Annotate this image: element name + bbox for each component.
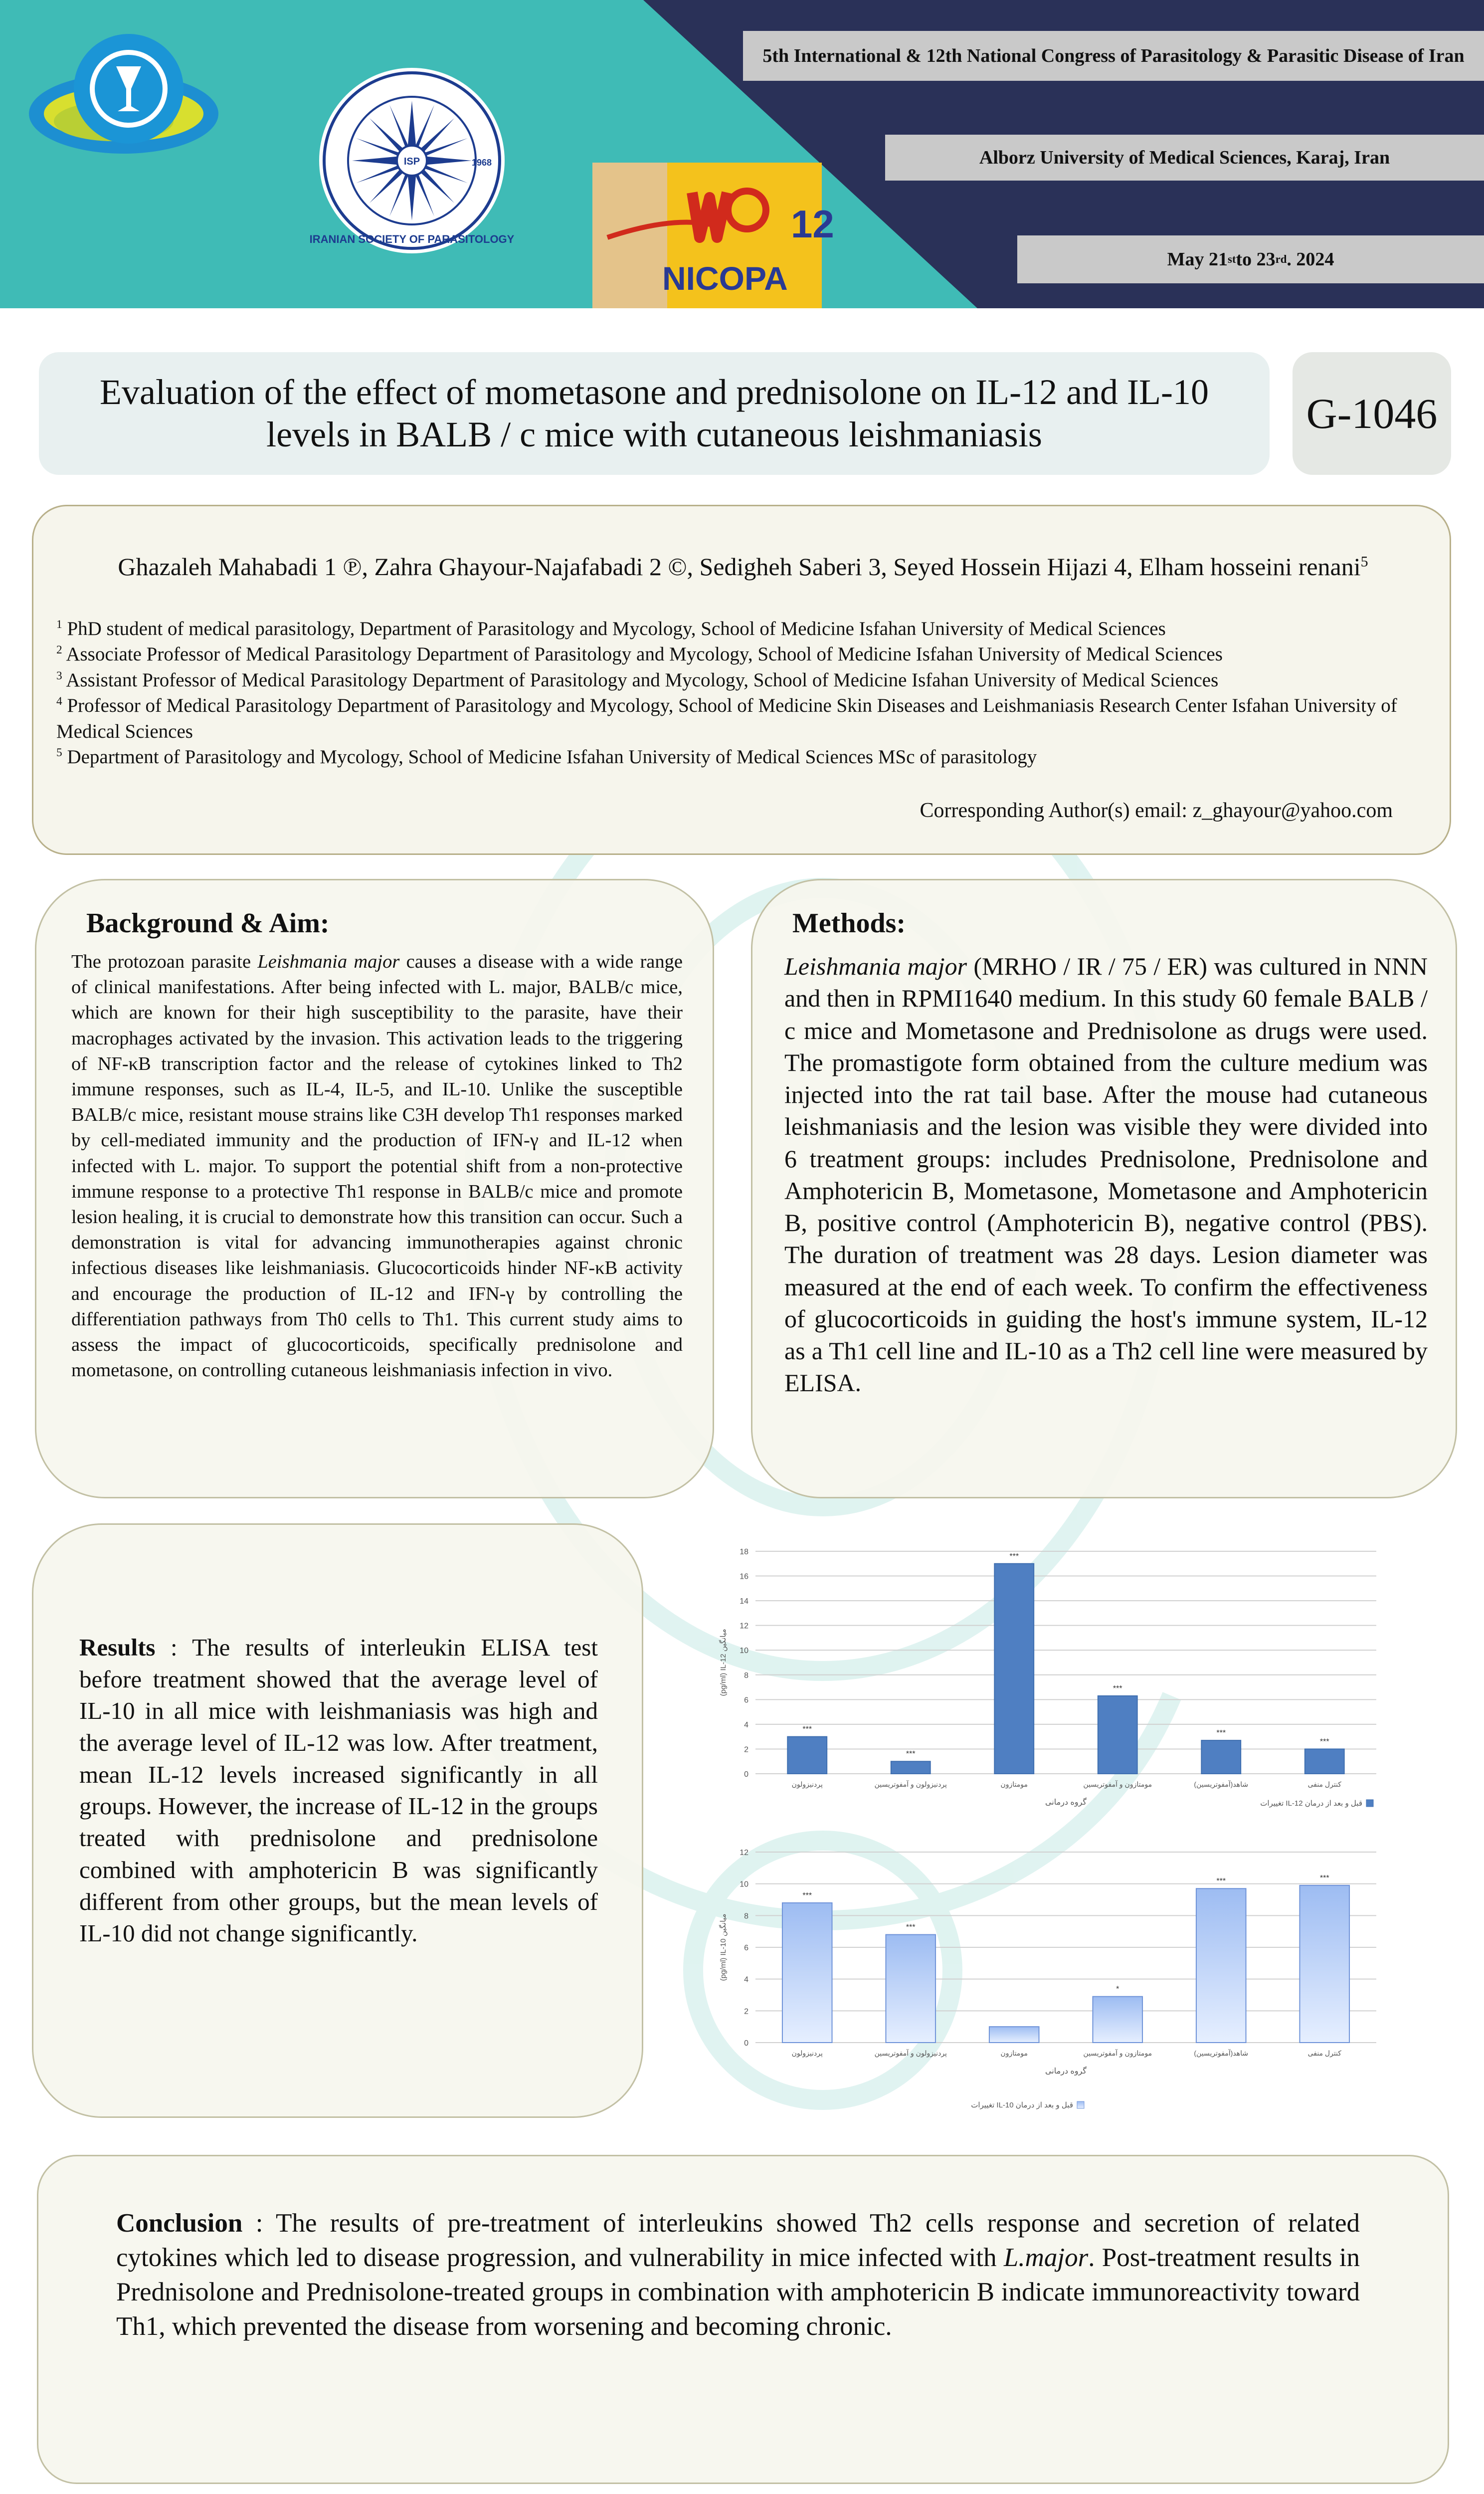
background-text: The protozoan parasite Leishmania major causes a disease with a wide range of clinical manifestations. After being infected with L. major, BALB/c mice, which are known for their high susceptibility to the parasite, have their macrophages activated by the invasion. This activation leads to the triggering of NF-κB transcription factor and the release of cytokines linked to Th2 immune responses, such as IL-4, IL-5, and IL-10. Unlike the susceptible BALB/c mice, resistant mouse strains like C3H develop Th1 responses marked by cell-mediated immunity and the production of IFN-γ and IL-12 when infected with L. major. To support the potential shift from a non-protective immune response to a protective Th1 response in BALB/c mice and promote lesion healing, it is crucial to demonstrate how this transition can occur. Such a demonstration is vital for advancing immunotherapies against chronic infectious diseases like leishmaniasis. Glucocorticoids hinder NF-κB activity and encourage the production of IL-12 and IFN-γ by controlling the differentiation pathways from Th0 cells to Th1. This current study aims to assess the impact of glucocorticoids, specifically prednisolone and mometasone, on controlling cutaneous leishmaniasis infection in vivo. — [71, 951, 683, 1381]
background-section — [35, 879, 714, 1498]
y-tick-label: 10 — [740, 1647, 748, 1656]
significance-label: *** — [906, 1750, 916, 1759]
x-tick-label: پردنیزولون و آمفوتریسین — [874, 1780, 947, 1788]
y-tick-label: 16 — [740, 1572, 748, 1581]
poster-title: Evaluation of the effect of mometasone and prednisolone on IL-12 and IL-10 levels in BALB / c mice with cutaneous leishmaniasis — [100, 372, 1209, 454]
y-axis-label: (pg/ml) IL-10 میانگین — [719, 1913, 728, 1981]
university-name: Alborz University of Medical Sciences, Karaj, Iran — [885, 135, 1484, 181]
chart-bar — [1201, 1740, 1241, 1774]
x-tick-label: مومتازون و آمفوتریسین — [1083, 1780, 1152, 1788]
significance-label: *** — [1113, 1684, 1122, 1693]
x-tick-label: پردنیزولون — [791, 1780, 823, 1788]
congress-date: May 21 st to 23 rd . 2024 — [1017, 235, 1484, 283]
y-tick-label: 4 — [744, 1720, 748, 1729]
significance-label: *** — [906, 1923, 916, 1932]
affiliation-item: $^3$ Assistant Professor of Medical Parasitology Department of Parasitology and Mycology, School of Medicine Isfahan University of Medical Sciences — [56, 669, 1219, 691]
significance-label: *** — [802, 1891, 812, 1900]
nicopa-logo-text: NICOPA — [662, 260, 788, 297]
y-tick-label: 8 — [744, 1671, 748, 1680]
chart-bar — [787, 1737, 827, 1774]
legend-swatch — [1366, 1800, 1373, 1807]
y-axis-label: (pg/ml) IL-12 میانگین — [719, 1629, 728, 1696]
y-tick-label: 4 — [744, 1975, 748, 1984]
title-panel — [39, 352, 1270, 475]
chart-bar — [1098, 1696, 1137, 1774]
il10-bar-chart — [698, 1843, 1396, 2122]
methods-section — [751, 879, 1457, 1498]
y-tick-label: 2 — [744, 1745, 748, 1754]
corresponding-email: Corresponding Author(s) email: z_ghayour@yahoo.com — [920, 799, 1393, 822]
significance-label: *** — [1009, 1552, 1019, 1561]
header-banner — [0, 0, 1484, 308]
legend-label: تغییرات IL-12 قبل و بعد از درمان — [1260, 1799, 1362, 1808]
y-tick-label: 2 — [744, 2007, 748, 2016]
y-tick-label: 6 — [744, 1944, 748, 1952]
results-text: Results : The results of interleukin ELISA test before treatment showed that the average level of IL-10 in all mice with leishmaniasis was high and the average level of IL-12 was low. After treatment, mean IL-12 levels increased significantly in all groups. However, the increase of IL-12 in the groups treated with prednisolone and prednisolone combined with amphotericin B was significantly different from other groups, but the mean levels of IL-10 did not change significantly. — [79, 1634, 598, 1947]
y-tick-label: 10 — [740, 1880, 748, 1889]
y-tick-label: 12 — [740, 1622, 748, 1631]
society-logo-text: IRANIAN SOCIETY OF PARASITOLOGY — [309, 233, 515, 245]
congress-name: 5th International & 12th National Congress of Parasitology & Parasitic Disease of Iran — [743, 31, 1484, 81]
results-section — [32, 1523, 643, 2118]
chart-bar — [1196, 1888, 1246, 2043]
chart-bar — [994, 1564, 1034, 1774]
y-tick-label: 14 — [740, 1597, 748, 1606]
legend-swatch — [1077, 2101, 1084, 2108]
authors-panel — [32, 505, 1451, 855]
x-axis-label: گروه درمانی — [1045, 1798, 1087, 1807]
society-logo-center-text: ISP — [403, 156, 420, 167]
chart-bar — [1093, 1997, 1142, 2043]
significance-label: *** — [1216, 1877, 1226, 1886]
significance-label: *** — [1319, 1873, 1329, 1882]
nicopa-logo — [592, 163, 834, 308]
x-tick-label: کنترل منفی — [1307, 1780, 1341, 1788]
chart-bar — [782, 1903, 832, 2043]
affiliation-item: $^1$ PhD student of medical parasitology, Department of Parasitology and Mycology, School of Medicine Isfahan University of Medical Sciences — [56, 618, 1166, 639]
conclusion-section — [37, 2155, 1449, 2484]
x-tick-label: پردنیزولون — [791, 2049, 823, 2057]
author-list: Ghazaleh Mahabadi 1 ℗, Zahra Ghayour-Najafabadi 2 ©, Sedigheh Saberi 3, Seyed Hossein Hijazi 4, Elham hosseini renani$^5$ — [118, 553, 1368, 581]
x-tick-label: مومتازون — [1000, 1780, 1028, 1788]
legend-label: تغییرات IL-10 قبل و بعد از درمان — [971, 2101, 1073, 2109]
y-tick-label: 12 — [740, 1849, 748, 1857]
chart-bar — [891, 1761, 930, 1774]
chart-bar — [886, 1935, 935, 2043]
society-logo-year: 1968 — [471, 158, 492, 168]
background-heading: Background & Aim: — [86, 908, 330, 939]
chart-bar — [989, 2027, 1039, 2043]
poster-code: G-1046 — [1293, 352, 1451, 475]
x-tick-label: پردنیزولون و آمفوتریسین — [874, 2049, 947, 2057]
significance-label: *** — [802, 1725, 812, 1734]
x-tick-label: شاهد(آمفوتریسین) — [1194, 2049, 1249, 2057]
chart-bar — [1299, 1885, 1349, 2043]
x-tick-label: مومتازون — [1000, 2049, 1028, 2057]
il12-bar-chart — [698, 1536, 1396, 1821]
significance-label: * — [1116, 1985, 1119, 1994]
conclusion-text: Conclusion : The results of pre-treatment of interleukins showed Th2 cells response and secretion of related cytokines which led to disease progression, and vulnerability in mice infected with L.major. Post-treatment results in Prednisolone and Prednisolone-treated groups in combination with amphotericin B indicate immunoreactivity toward Th1, which prevented the disease from worsening and becoming chronic. — [116, 2209, 1360, 2341]
y-tick-label: 6 — [744, 1696, 748, 1705]
y-tick-label: 18 — [740, 1548, 748, 1556]
x-tick-label: شاهد(آمفوتریسین) — [1194, 1780, 1249, 1788]
chart-bar — [1305, 1749, 1344, 1774]
y-tick-label: 0 — [744, 2039, 748, 2048]
x-axis-label: گروه درمانی — [1045, 2067, 1087, 2076]
nicopa-logo-number: 12 — [791, 202, 834, 246]
affiliation-item: $^2$ Associate Professor of Medical Parasitology Department of Parasitology and Mycology, School of Medicine Isfahan University of Medical Sciences — [56, 643, 1223, 665]
affiliation-item: $^4$ Professor of Medical Parasitology Department of Parasitology and Mycology, School of Medicine Skin Diseases and Leishmaniasis Research Center Isfahan University of Medical Sciences — [56, 695, 1397, 742]
affiliation-item: $^5$ Department of Parasitology and Mycology, School of Medicine Isfahan University of Medical Sciences MSc of parasitology — [56, 746, 1037, 768]
x-tick-label: کنترل منفی — [1307, 2049, 1341, 2057]
x-tick-label: مومتازون و آمفوتریسین — [1083, 2049, 1152, 2057]
y-tick-label: 0 — [744, 1770, 748, 1779]
methods-heading: Methods: — [792, 908, 906, 939]
significance-label: *** — [1216, 1729, 1226, 1738]
university-logo-icon — [24, 19, 223, 184]
affiliation-list — [56, 616, 1433, 770]
nicopa-logo-icon — [592, 163, 834, 308]
methods-text: Leishmania major (MRHO / IR / 75 / ER) was cultured in NNN and then in RPMI1640 medium. In this study 60 female BALB / c mice and Mometasone and Prednisolone as drugs were used. The promastigote form obtained from the culture medium was injected into the rat tail base. After the mouse had cutaneous leishmaniasis and the lesion was visible they were divided into 6 treatment groups: includes Prednisolone, Prednisolone and Amphotericin B, Mometasone, Mometasone and Amphotericin B, positive control (Amphotericin B), negative control (PBS). The duration of treatment was 28 days. Lesion diameter was measured at the end of each week. To confirm the effectiveness of glucocorticoids in guiding the host's immune system, IL-12 as a Th1 cell line and IL-10 as a Th2 cell line were measured by ELISA. — [784, 952, 1428, 1397]
significance-label: *** — [1319, 1737, 1329, 1746]
iranian-society-parasitology-logo-icon — [309, 66, 515, 255]
y-tick-label: 8 — [744, 1912, 748, 1921]
